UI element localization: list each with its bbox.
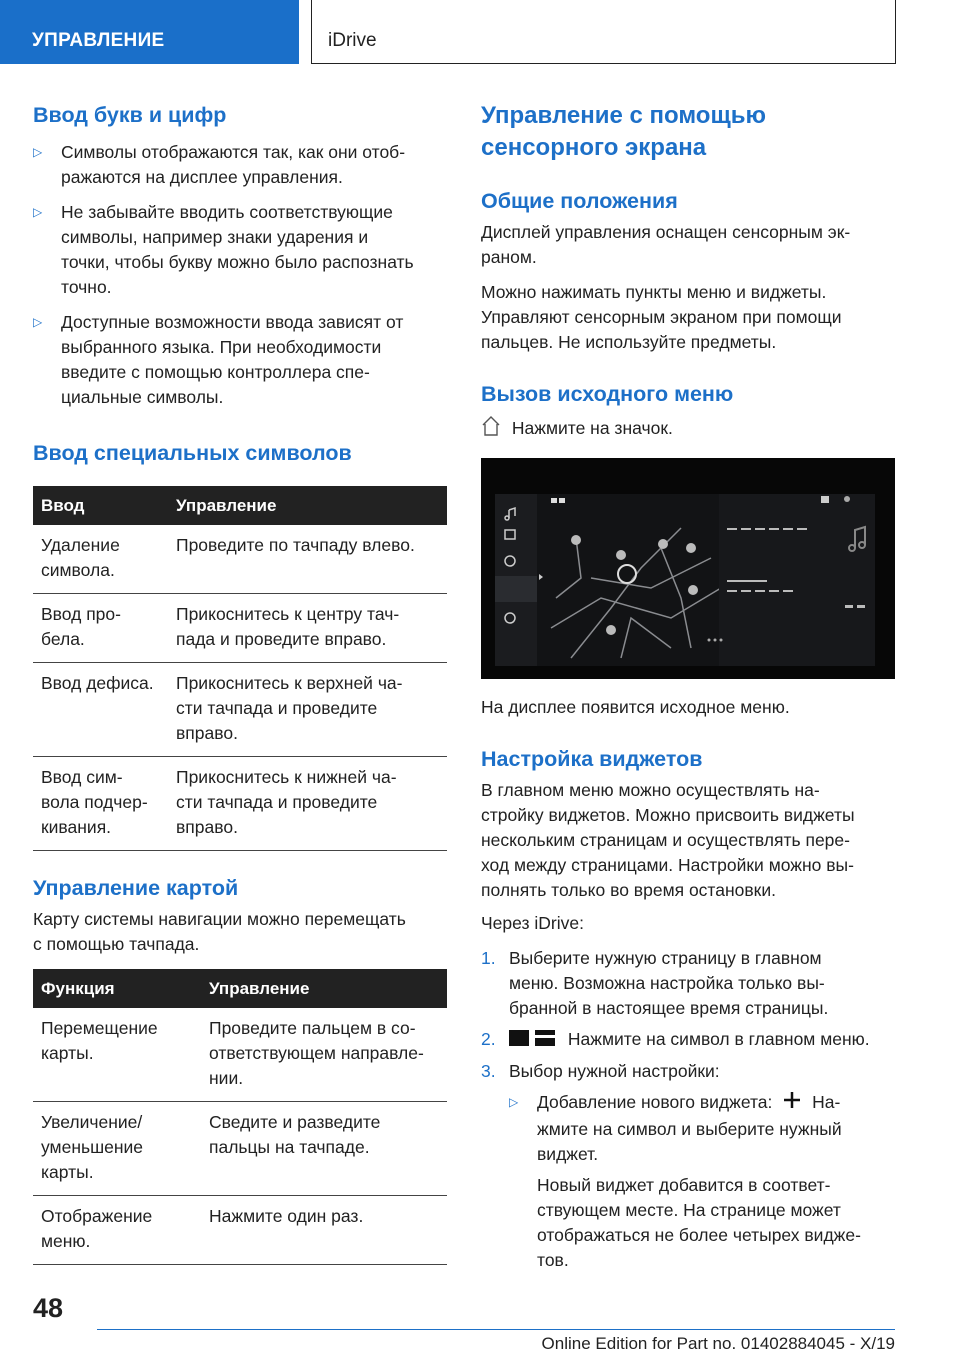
table-row: Ввод сим- вола подчер- кивания. Прикоснитесь к нижней ча- сти тачпада и проведите вправо. [33, 757, 447, 851]
page-number: 48 [33, 1293, 64, 1323]
bullet-item: ▷ Не забывайте вводить соответствующие символы, например знаки ударения и точки, чтобы букву можно было распознать точно. [33, 202, 414, 297]
special-chars-table [33, 486, 447, 851]
bullet-item: ▷ Доступные возможности ввода зависят от выбранного языка. При необходимости введите с помощью контроллера спе- циальные символы. [33, 312, 404, 407]
edition-footer: Online Edition for Part no. 01402884045 - X/19 [541, 1334, 895, 1353]
table-header: Ввод [33, 486, 168, 525]
general-paragraph-1: Дисплей управления оснащен сенсорным эк- раном. [481, 222, 851, 267]
map-control-table [33, 969, 447, 1265]
triangle-bullet-icon: ▷ [33, 145, 43, 159]
heading-home-menu: Вызов исходного меню [481, 382, 734, 406]
table-row: Отображение меню. Нажмите один раз. [33, 1196, 447, 1265]
table-row: Увеличение/ уменьшение карты. Сведите и разведите пальцы на тачпаде. [33, 1102, 447, 1196]
table-row: Удаление символа. Проведите по тачпаду влево. [33, 525, 447, 594]
chapter-header: iDrive [311, 0, 896, 64]
heading-special: Ввод специальных символов [33, 441, 352, 465]
step-item: 2. Нажмите на символ в главном меню. [481, 1027, 897, 1053]
home-instruction: Нажмите на значок. [481, 415, 897, 444]
heading-letters: Ввод букв и цифр [33, 103, 227, 127]
plus-icon [781, 1090, 803, 1117]
triangle-bullet-icon: ▷ [33, 315, 43, 329]
heading-map: Управление картой [33, 876, 239, 900]
section-header: УПРАВЛЕНИЕ [0, 0, 299, 64]
general-paragraph-2: Можно нажимать пункты меню и виджеты. Управляют сенсорным экраном при помощи пальцев. Не используйте предметы. [481, 282, 842, 352]
home-menu-caption: На дисплее появится исходное меню. [481, 697, 790, 717]
table-row: Перемещение карты. Проведите пальцем в со- ответствующем направле- нии. [33, 1008, 447, 1102]
widgets-paragraph: В главном меню можно осуществлять на- стройку виджетов. Можно присвоить виджеты нескольким страницам и осуществлять пере- ход между страницами. Настройки можно вы- полнять только во время остановки. [481, 780, 855, 900]
idrive-home-screen-image [481, 458, 895, 679]
triangle-bullet-icon: ▷ [509, 1094, 519, 1109]
heading-general: Общие положения [481, 189, 678, 213]
heading-widgets: Настройка виджетов [481, 747, 703, 771]
sub-bullet-item: ▷ Добавление нового виджета: На- жмите на символ и выберите нужный виджет. [481, 1090, 897, 1167]
sub-paragraph: Новый виджет добавится в соответ- ствующем месте. На странице может отображаться не более четырех видже- тов. [537, 1174, 861, 1270]
via-idrive: Через iDrive: [481, 913, 584, 933]
table-row: Ввод про- бела. Прикоснитесь к центру тач- пада и проведите вправо. [33, 594, 447, 663]
home-icon [481, 415, 501, 444]
triangle-bullet-icon: ▷ [33, 205, 43, 219]
step-item: 1. Выберите нужную страницу в главном меню. Возможна настройка только вы- бранной в настоящее время страницы. [481, 948, 829, 1018]
page-layout-icon [509, 1028, 557, 1053]
left-column [33, 100, 447, 1265]
step-item: 3. Выбор нужной настройки: [481, 1060, 720, 1081]
right-column [481, 100, 897, 1273]
table-header: Управление [201, 969, 447, 1008]
table-header: Функция [33, 969, 201, 1008]
heading-touchscreen: Управление с помощью сенсорного экрана [481, 102, 766, 161]
table-header: Управление [168, 486, 447, 525]
bullet-item: ▷ Символы отображаются так, как они отоб- ражаются на дисплее управления. [33, 142, 406, 187]
table-row: Ввод дефиса. Прикоснитесь к верхней ча- сти тачпада и проведите вправо. [33, 663, 447, 757]
map-paragraph: Карту системы навигации можно перемещать с помощью тачпада. [33, 909, 406, 954]
